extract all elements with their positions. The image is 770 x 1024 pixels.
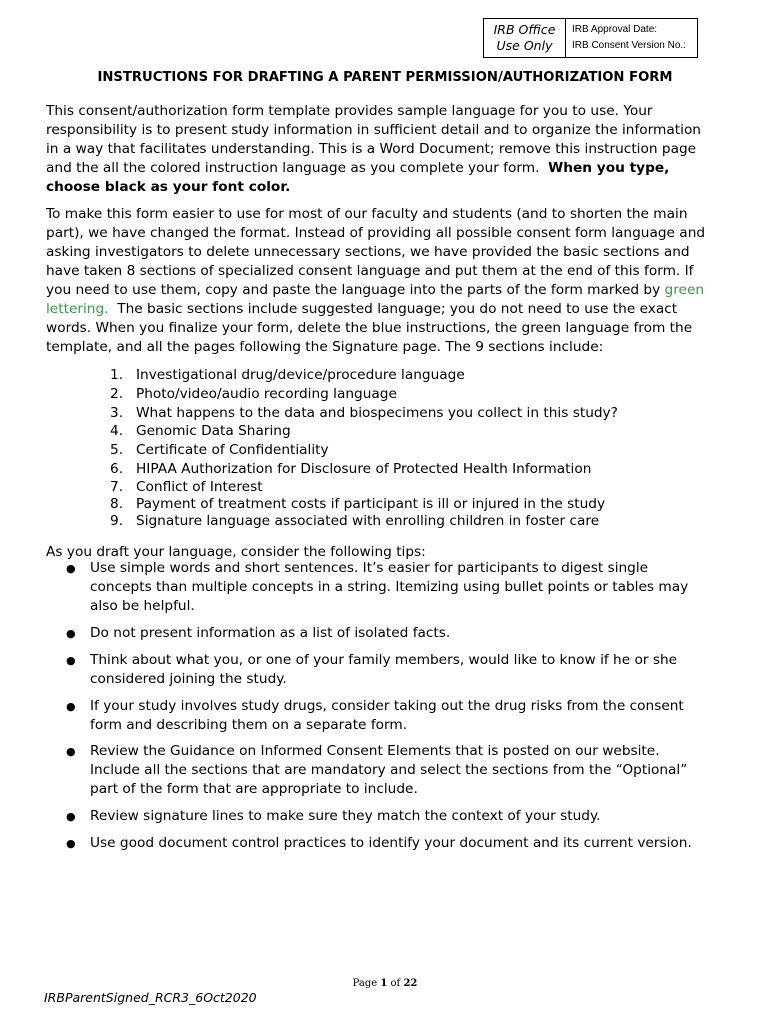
list-item [110, 460, 670, 479]
list-item [110, 404, 670, 423]
format-paragraph [46, 205, 726, 357]
text-line: part), we have changed the format. Instead of providing all possible consent form language and [46, 225, 706, 241]
tip-item [66, 624, 706, 643]
list-text: What happens to the data and biospecimens you collect in this study? [136, 404, 618, 421]
list-text: HIPAA Authorization for Disclosure of Protected Health Information [136, 460, 592, 477]
text-line: in a way that facilitates understanding. This is a Word Document; remove this instruction page [46, 141, 697, 157]
list-text: Investigational drug/device/procedure language [136, 367, 465, 383]
tip-line: form and describing them on a separate form. [90, 717, 408, 733]
text-line [46, 300, 726, 319]
bullet-icon: ● [66, 627, 76, 640]
tip-line: part of the form that are appropriate to include. [90, 781, 418, 797]
page-of: of [387, 978, 404, 989]
tip-line: Use simple words and short sentences. It’s easier for participants to digest single [90, 560, 649, 576]
irb-fields [566, 19, 697, 57]
irb-approval-date-label: IRB Approval Date: [572, 24, 658, 35]
page-current: 1 [380, 978, 388, 989]
list-item [110, 496, 670, 513]
bullet-icon: ● [66, 745, 76, 758]
text-line: have taken 8 sections of specialized consent language and put them at the end of this form. If [46, 263, 694, 279]
list-text: Genomic Data Sharing [136, 423, 291, 440]
tip-item [66, 651, 706, 689]
text-line: asking investigators to delete unnecessary sections, we have provided the basic sections and [46, 244, 690, 260]
text-line: template, and all the pages following the Signature page. The 9 sections include: [46, 339, 604, 355]
green-text: green [664, 282, 705, 298]
tip-item [66, 742, 706, 799]
tip-line: concepts than multiple concepts in a string. Itemizing using bullet points or tables may [90, 579, 689, 595]
list-item [110, 385, 670, 404]
text-line: This consent/authorization form template provides sample language for you to use. Your [46, 103, 653, 119]
green-text: lettering. [46, 301, 109, 317]
list-text: Photo/video/audio recording language [136, 385, 397, 402]
list-number: 1. [110, 367, 124, 383]
list-number: 4. [110, 423, 124, 440]
list-number: 8. [110, 495, 124, 512]
text-span: you need to use them, copy and paste the language into the parts of the form marked by [46, 282, 665, 298]
list-item [110, 513, 670, 530]
page-total: 22 [403, 978, 418, 989]
list-item [110, 479, 670, 496]
document-footer: IRBParentSigned_RCR3_6Oct2020 [44, 990, 257, 1005]
irb-consent-version-label: IRB Consent Version No.: [572, 40, 686, 51]
tip-line: Include all the sections that are mandatory and select the sections from the “Optional” [90, 762, 688, 778]
bullet-icon: ● [66, 837, 76, 850]
tip-line: considered joining the study. [90, 671, 287, 687]
list-item [110, 441, 670, 460]
list-item [110, 366, 670, 385]
tip-item [66, 559, 706, 616]
list-item [110, 422, 670, 441]
list-text: Conflict of Interest [136, 478, 263, 495]
tip-line: Think about what you, or one of your family members, would like to know if he or she [90, 652, 678, 668]
list-text: Payment of treatment costs if participant is ill or injured in the study [136, 495, 606, 512]
irb-office-label [484, 19, 566, 57]
tip-item [66, 697, 706, 735]
tip-line: If your study involves study drugs, consider taking out the drug risks from the consent [90, 698, 684, 714]
page-prefix: Page [352, 978, 381, 989]
list-number: 5. [110, 442, 124, 459]
page-number [0, 978, 770, 989]
bold-instruction: choose black as your font color. [46, 179, 291, 195]
sections-list [110, 366, 670, 530]
list-number: 6. [110, 460, 124, 477]
list-text: Signature language associated with enrolling children in foster care [136, 512, 600, 529]
text-line [46, 159, 726, 178]
bullet-icon: ● [66, 700, 76, 713]
irb-office-line1: IRB Office [493, 22, 556, 37]
list-text: Certificate of Confidentiality [136, 442, 329, 459]
irb-office-box [483, 18, 698, 58]
bullet-icon: ● [66, 810, 76, 823]
text-span: and the all the colored instruction language as you complete your form. [46, 160, 549, 176]
text-line: words. When you finalize your form, delete the blue instructions, the green language from the [46, 320, 693, 336]
irb-office-line2: Use Only [496, 38, 553, 53]
tips-heading: As you draft your language, consider the following tips: [46, 544, 426, 560]
intro-paragraph [46, 102, 726, 197]
tip-line: Use good document control practices to identify your document and its current version. [90, 835, 692, 851]
text-line [46, 281, 726, 300]
list-number: 3. [110, 404, 124, 421]
page-title: INSTRUCTIONS FOR DRAFTING A PARENT PERMISSION/AUTHORIZATION FORM [97, 70, 673, 85]
tip-item [66, 834, 706, 853]
text-line: To make this form easier to use for most of our faculty and students (and to shorten the main [46, 206, 688, 222]
tip-line: Review the Guidance on Informed Consent Elements that is posted on our website. [90, 743, 660, 759]
tip-line: Do not present information as a list of isolated facts. [90, 625, 451, 641]
tip-line: Review signature lines to make sure they match the context of your study. [90, 808, 601, 824]
text-span: The basic sections include suggested language; you do not need to use the exact [108, 301, 678, 317]
list-number: 9. [110, 512, 124, 529]
list-number: 7. [110, 478, 124, 495]
tip-item [66, 807, 706, 826]
tip-line: also be helpful. [90, 598, 195, 614]
text-line: responsibility is to present study information in sufficient detail and to organize the information [46, 122, 701, 138]
bullet-icon: ● [66, 562, 76, 575]
bullet-icon: ● [66, 654, 76, 667]
bold-instruction: When you type, [548, 160, 670, 176]
list-number: 2. [110, 385, 124, 402]
